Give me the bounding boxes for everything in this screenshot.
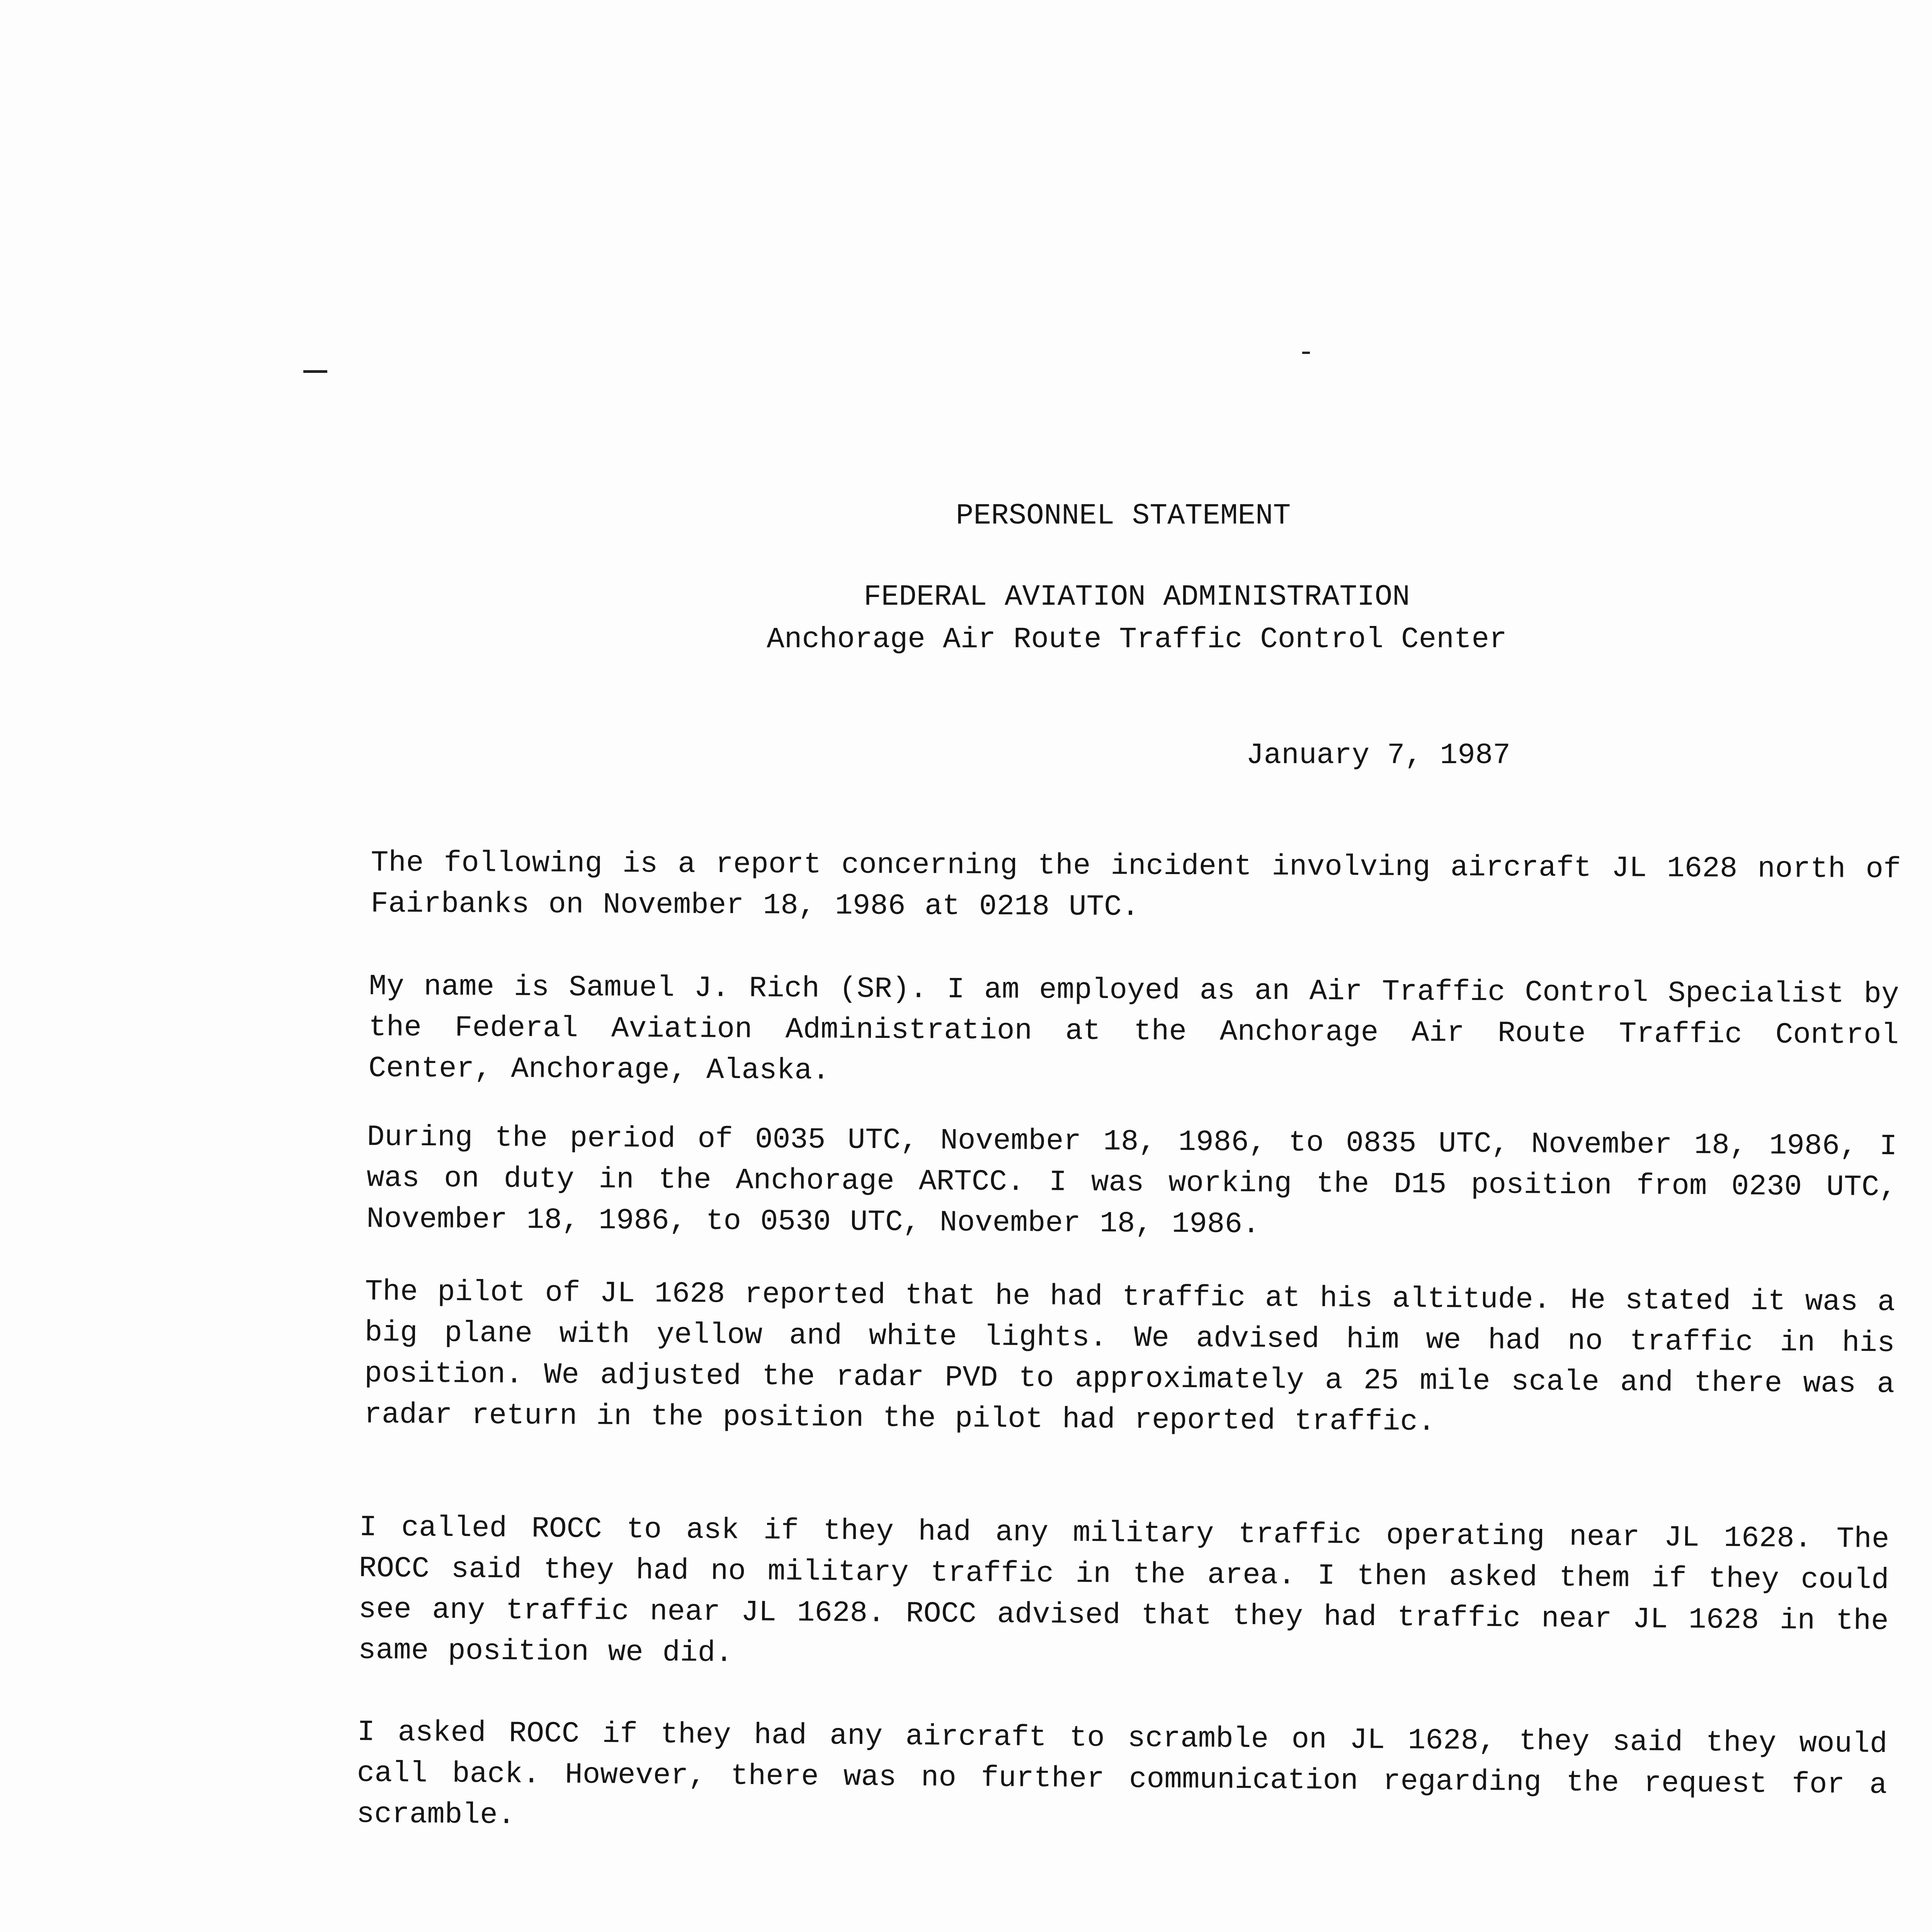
paragraph-incident: The following is a report concerning the incident involving aircraft JL 1628 north of Fairbanks on November 18, 1986 at 0218 UTC. <box>371 846 1901 924</box>
paragraph-pilot-report: The pilot of JL 1628 reported that he had traffic at his altitude. He stated it was a big plane with yellow and white lights. We advised him we had no traffic in his position. We adjusted the radar PVD to approximately a 25 mile scale and there was a radar return in the position the pilot had reported traffic. <box>364 1275 1895 1439</box>
handwritten-signature <box>1167 1924 1932 1932</box>
facility-name: Anchorage Air Route Traffic Control Center <box>767 623 1507 656</box>
statement-title: PERSONNEL STATEMENT <box>956 499 1291 532</box>
paragraph-scramble: I asked ROCC if they had any aircraft to scramble on JL 1628, they said they would call back. However, there was no further communication regarding the request for a scramble. <box>356 1715 1888 1832</box>
scan-mark <box>1302 352 1310 354</box>
statement-date: January 7, 1987 <box>1246 739 1511 772</box>
paragraph-rocc-call: I called ROCC to ask if they had any military traffic operating near JL 1628. The ROCC said they had no military traffic in the area. I then asked them if they could see any traffic near JL 1628. ROCC advised that they had traffic near JL 1628 in the same position we did. <box>358 1510 1889 1670</box>
paragraph-identity: My name is Samuel J. Rich (SR). I am employed as an Air Traffic Control Specialist by the Federal Aviation Administration at the Anchorage Air Route Traffic Control Center, Anchorage, Alaska. <box>368 969 1899 1088</box>
agency-name: FEDERAL AVIATION ADMINISTRATION <box>864 580 1410 614</box>
scan-mark <box>303 370 327 373</box>
paragraph-duty: During the period of 0035 UTC, November 18, 1986, to 0835 UTC, November 18, 1986, I was on duty in the Anchorage ARTCC. I was working the D15 position from 0230 UTC, November 18, 1986, to 0530 UTC, November 18, 1986. <box>366 1120 1897 1242</box>
